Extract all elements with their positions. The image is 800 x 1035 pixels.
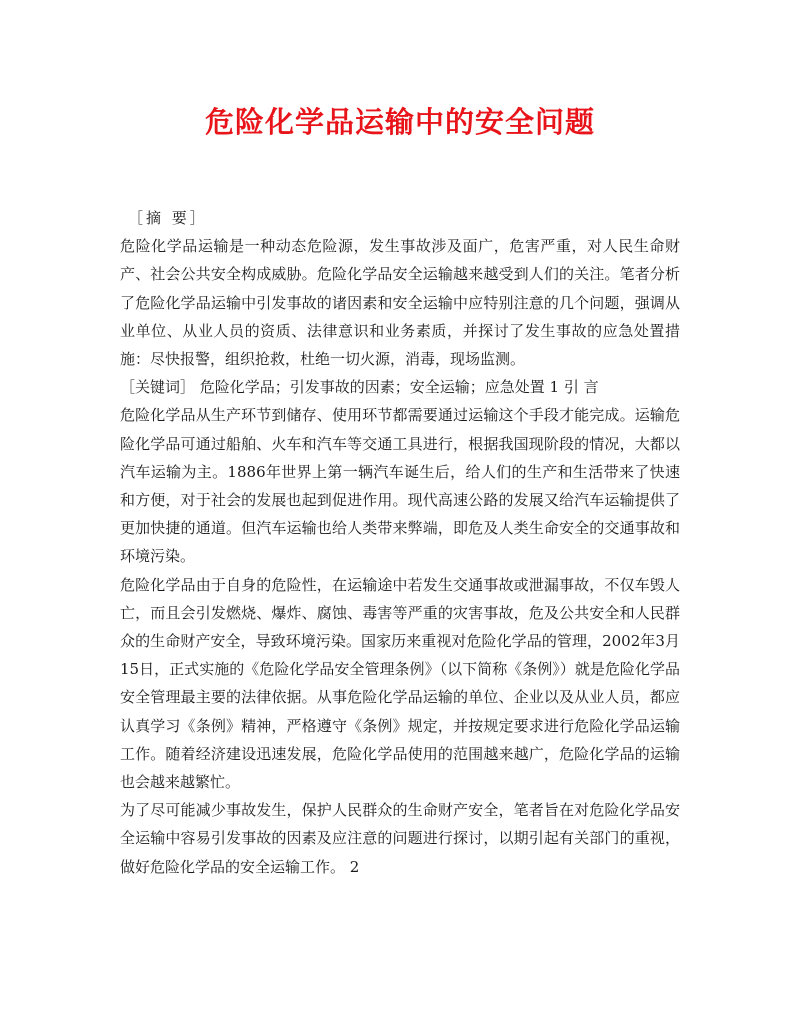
abstract-text: 危险化学品运输是一种动态危险源，发生事故涉及面广，危害严重，对人民生命财产、社会公共安全构成威胁。危险化学品安全运输越来越受到人们的关注。笔者分析了危险化学品运输中引发事故的诸因素和安全运输中应特别注意的几个问题，强调从业单位、从业人员的资质、法律意识和业务素质，并探讨了发生事故的应急处置措施：尽快报警，组织抢救，杜绝一切火源，消毒，现场监测。: [120, 237, 680, 369]
document-body: [120, 204, 680, 881]
document-title: 危险化学品运输中的安全问题: [204, 105, 595, 139]
body-paragraph: 危险化学品由于自身的危险性，在运输途中若发生交通事故或泄漏事故，不仅车毁人亡，而且会引发燃烧、爆炸、腐蚀、毒害等严重的灾害事故，危及公共安全和人民群众的生命财产安全，导致环境污染。国家历来重视对危险化学品的管理，2002年3月15日，正式实施的《危险化学品安全管理条例》（以下简称《条例》）就是危险化学品安全管理最主要的法律依据。从事危险化学品运输的单位、企业以及从业人员，都应认真学习《条例》精神，严格遵守《条例》规定，并按规定要求进行危险化学品运输工作。随着经济建设迅速发展，危险化学品使用的范围越来越广，危险化学品的运输也会越来越繁忙。: [120, 575, 680, 792]
keywords-line: ［关键词］ 危险化学品；引发事故的因素；安全运输；应急处置 1 引 言: [120, 378, 599, 397]
body-paragraph: 为了尽可能减少事故发生，保护人民群众的生命财产安全，笔者旨在对危险化学品安全运输中容易引发事故的因素及应注意的问题进行探讨，以期引起有关部门的重视，做好危险化学品的安全运输工作。 2: [120, 801, 680, 876]
body-paragraph: 危险化学品从生产环节到储存、使用环节都需要通过运输这个手段才能完成。运输危险化学品可通过船舶、火车和汽车等交通工具进行，根据我国现阶段的情况，大都以汽车运输为主。1886年世界上第一辆汽车诞生后，给人们的生产和生活带来了快速和方便，对于社会的发展也起到促进作用。现代高速公路的发展又给汽车运输提供了更加快捷的通道。但汽车运输也给人类带来弊端，即危及人类生命安全的交通事故和环境污染。: [120, 406, 680, 566]
abstract-label: ［摘 要］: [128, 209, 208, 227]
